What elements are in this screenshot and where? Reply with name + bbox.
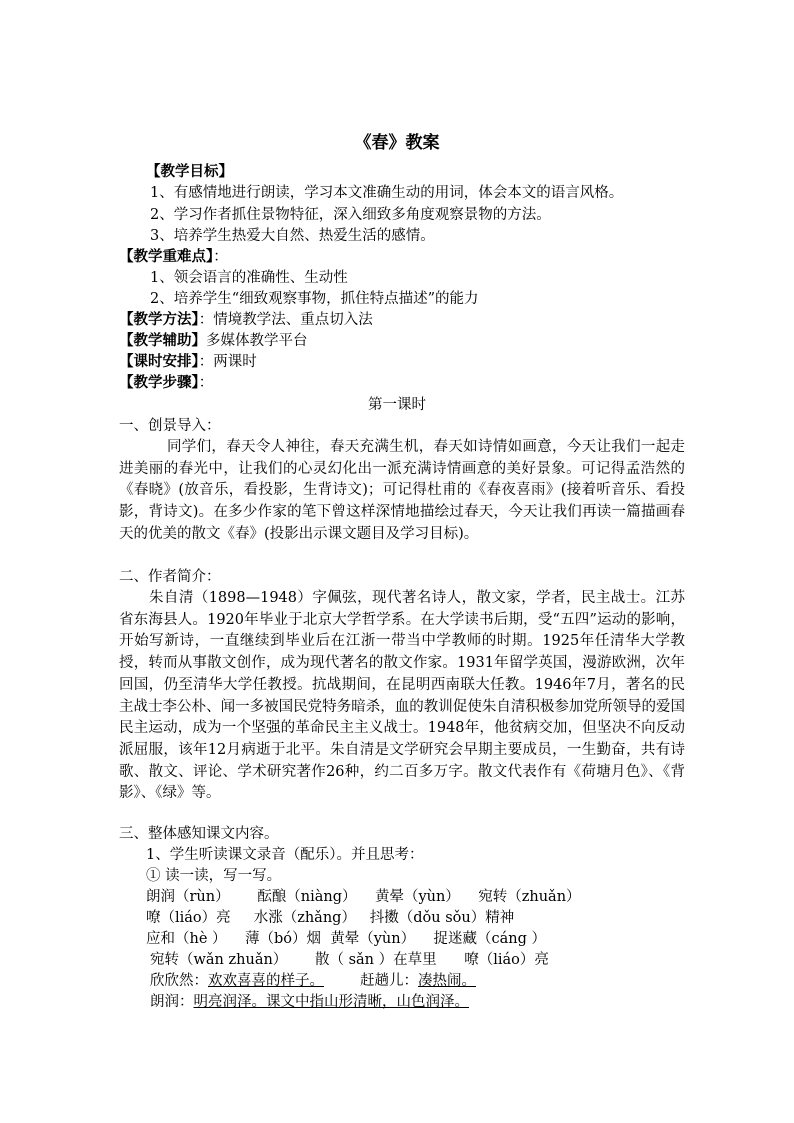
schedule-heading: 【课时安排】 [119, 353, 199, 370]
key-point-item: 1、领会语言的准确性、生动性 [150, 270, 348, 286]
section2-heading: 二、作者简介： [119, 569, 221, 585]
methods-value: ：情境教学法、重点切入法 [198, 312, 373, 328]
schedule-value: ：两课时 [198, 354, 257, 370]
aids-heading: 【教学辅助】 [119, 332, 206, 349]
steps-colon: ： [198, 375, 214, 391]
vocab-row: 应和（hè ） 薄（bó）烟 黄晕（yùn） 捉迷藏（cáng ） [146, 931, 546, 947]
section3-heading: 三、整体感知课文内容。 [119, 826, 279, 842]
definition-text: 凑热闹。 [418, 973, 476, 989]
definition-text: 欢欢喜喜的样子。 [208, 973, 324, 989]
key-points-heading: 【教学重难点】 [119, 248, 214, 265]
objective-item: 2、学习作者抓住景物特征，深入细致多角度观察景物的方法。 [150, 207, 551, 223]
objective-item: 1、有感情地进行朗读，学习本文准确生动的用词，体会本文的语言风格。 [150, 185, 624, 201]
definition-text: 明亮润泽。课文中指山形清晰，山色润泽。 [193, 994, 469, 1010]
schedule-line [119, 352, 257, 372]
page-title: 《春》教案 [354, 133, 440, 153]
section1-heading: 一、创景导入： [119, 418, 221, 434]
vocab-row: 宛转（wǎn zhuǎn） 散（ sǎn ）在草里 嘹（liáo）亮 [150, 952, 549, 968]
section1-paragraph: 同学们，春天令人神往，春天充满生机，春天如诗情如画意，今天让我们一起走进美丽的春光中，让我们的心灵幻化出一派充满诗情画意的美好景象。可记得孟浩然的《春晓》(放音乐，看投影，生背诗文)；可记得杜甫的《春夜喜雨》(接着听音乐、看投影，背诗文)。在多少作家的笔下曾这样深情地描绘过春天，今天让我们再读一篇描画春天的优美的散文《春》(投影出示课文题目及学习目标)。 [119, 439, 685, 542]
section3-task: 1、学生听读课文录音（配乐）。并且思考： [146, 847, 424, 863]
definition-line [150, 971, 476, 991]
methods-line [119, 310, 373, 330]
definition-term: 欣欣然： [150, 973, 208, 989]
objective-item: 3、培养学生热爱大自然、热爱生活的感情。 [150, 228, 435, 244]
vocab-row: 嘹（liáo）亮 水涨（zhǎng） 抖擞（dǒu sǒu）精神 [146, 910, 515, 926]
steps-heading: 【教学步骤】 [119, 374, 199, 391]
aids-value: 多媒体教学平台 [206, 333, 308, 349]
definition-line [150, 992, 469, 1012]
key-points-colon: ： [213, 249, 228, 265]
key-point-item: 2、培养学生“细致观察事物，抓住特点描述”的能力 [150, 291, 479, 307]
objectives-heading: 【教学目标】 [146, 163, 233, 180]
definition-term: 朗润： [150, 994, 194, 1010]
steps-line [119, 373, 213, 393]
definition-term: 赶趟儿： [360, 973, 418, 989]
key-points-line [119, 247, 228, 267]
methods-heading: 【教学方法】 [119, 311, 199, 328]
vocab-row: 朗润（rùn） 酝酿（niàng） 黄晕（yùn） 宛转（zhuǎn） [146, 889, 581, 905]
section3-subtask: ① 读一读，写一写。 [146, 868, 282, 884]
section2-paragraph: 朱自清（1898—1948）字佩弦，现代著名诗人，散文家，学者，民主战士。江苏省东海县人。1920年毕业于北京大学哲学系。在大学读书后期，受“五四”运动的影响，开始写新诗，一直继续到毕业后在江浙一带当中学教师的时期。1925年任清华大学教授，转而从事散文创作，成为现代著名的散文作家。1931年留学英国，漫游欧洲，次年回国，仍至清华大学任教授。抗战期间，在昆明西南联大任教。1946年7月，著名的民主战士李公朴、闻一多被国民党特务暗杀，血的教训促使朱自清积极参加党所领导的爱国民主运动，成为一个坚强的革命民主主义战士。1948年，他贫病交加，但坚决不向反动派屈服，该年12月病逝于北平。朱自清是文学研究会早期主要成员，一生勤奋，共有诗歌、散文、评论、学术研究著作26种，约二百多万字。散文代表作有《荷塘月色》、《背影》、《绿》等。 [119, 590, 685, 802]
lesson-heading: 第一课时 [368, 397, 426, 413]
aids-line [119, 331, 308, 351]
